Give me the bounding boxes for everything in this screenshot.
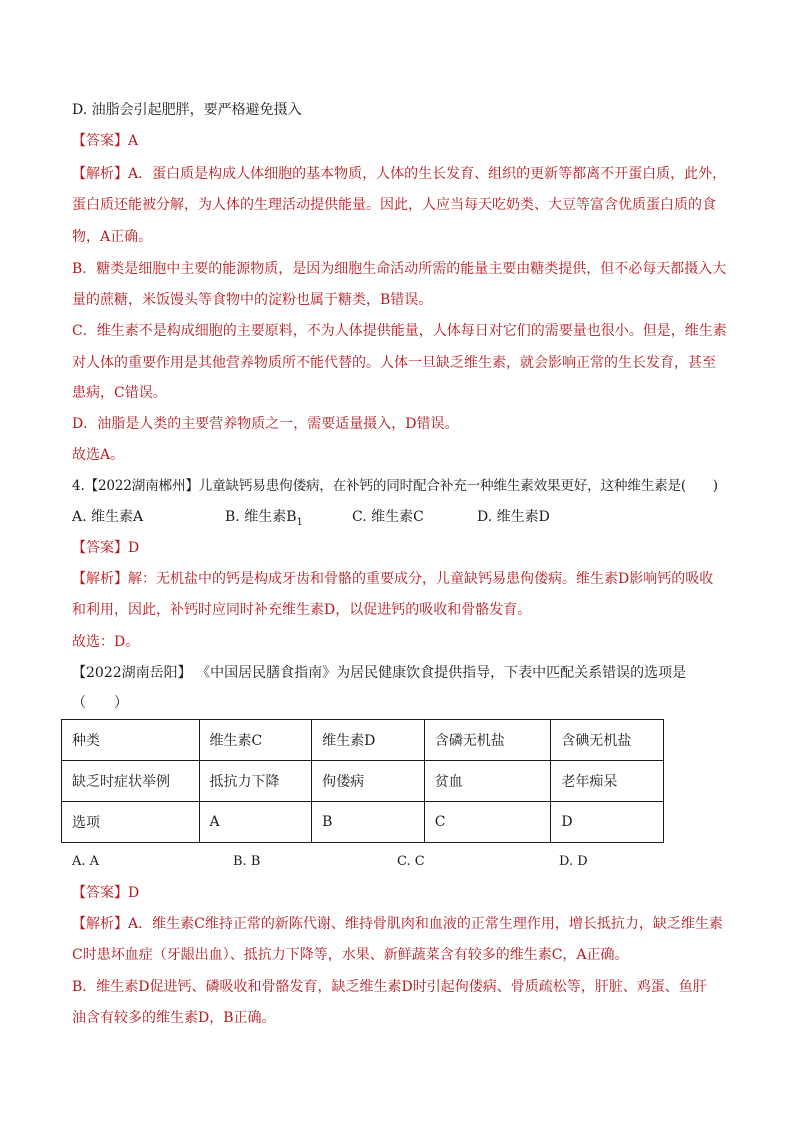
q4-choice-a: A. 维生素A bbox=[72, 509, 144, 525]
analysis-tag: 【解析】 bbox=[72, 916, 128, 932]
table-cell: 缺乏时症状举例 bbox=[62, 761, 200, 802]
q5-choice-b: B. B bbox=[233, 854, 261, 869]
table-cell: D bbox=[551, 802, 664, 843]
q5-choice-a: A. A bbox=[72, 854, 100, 869]
q4-choice-b-text: B. 维生素B bbox=[225, 509, 297, 525]
table-cell: 抵抗力下降 bbox=[199, 761, 312, 802]
q4-conclusion: 故选：D。 bbox=[72, 634, 140, 650]
q3-analysis-line-7: 对人体的重要作用是其他营养物质所不能代替的。人体一旦缺乏维生素，就会影响正常的生长发育，甚至 bbox=[72, 355, 716, 371]
table-cell: 维生素C bbox=[199, 720, 312, 761]
analysis-text: A．维生素C维持正常的新陈代谢、维持骨肌肉和血液的正常生理作用，增长抵抗力，缺乏维生素 bbox=[128, 916, 723, 932]
q5-answer-line bbox=[72, 883, 732, 903]
q3-analysis-line-5: 量的蔗糖，米饭馒头等食物中的淀粉也属于糖类，B错误。 bbox=[72, 292, 433, 308]
q4-choice-c: C. 维生素C bbox=[352, 509, 424, 525]
table-cell: 贫血 bbox=[424, 761, 551, 802]
table-row bbox=[62, 802, 664, 843]
table-row bbox=[62, 720, 664, 761]
q4-choice-d: D. 维生素D bbox=[477, 509, 550, 525]
q3-analysis-line-6: C．维生素不是构成细胞的主要原料，不为人体提供能量，人体每日对它们的需要量也很小。但是，维生素 bbox=[72, 323, 727, 339]
q3-analysis-line-8: 患病，C错误。 bbox=[72, 385, 167, 401]
q5-choice-d: D. D bbox=[559, 854, 588, 869]
q5-analysis-line-3: B．维生素D促进钙、磷吸收和骨骼发育，缺乏维生素D时引起佝偻病、骨质疏松等，肝脏、鸡蛋、鱼肝 bbox=[72, 979, 707, 995]
answer-value: A bbox=[128, 133, 139, 149]
q4-choice-b-subscript: 1 bbox=[296, 516, 303, 528]
q3-analysis-line-9: D．油脂是人类的主要营养物质之一，需要适量摄入，D错误。 bbox=[72, 416, 459, 432]
q4-analysis-line-1 bbox=[72, 569, 732, 589]
table-cell: 维生素D bbox=[312, 720, 425, 761]
answer-tag: 【答案】 bbox=[72, 540, 128, 556]
table-cell: 老年痴呆 bbox=[551, 761, 664, 802]
answer-tag: 【答案】 bbox=[72, 885, 128, 901]
analysis-tag: 【解析】 bbox=[72, 166, 128, 182]
q4-answer-line bbox=[72, 538, 732, 558]
q3-answer-line bbox=[72, 131, 732, 151]
table-cell: A bbox=[199, 802, 312, 843]
q3-conclusion: 故选A。 bbox=[72, 447, 125, 463]
q3-analysis-line-3: 物，A正确。 bbox=[72, 229, 153, 245]
table-cell: 种类 bbox=[62, 720, 200, 761]
analysis-text: A．蛋白质是构成人体细胞的基本物质，人体的生长发育、组织的更新等都离不开蛋白质，此外， bbox=[128, 166, 727, 182]
q3-analysis-line-1 bbox=[72, 164, 732, 184]
q5-choices bbox=[72, 852, 732, 872]
q4-choices bbox=[72, 507, 732, 527]
q4-choice-b bbox=[225, 507, 303, 533]
answer-value: D bbox=[128, 540, 140, 556]
q4-analysis-line-2: 和利用，因此，补钙时应同时补充维生素D，以促进钙的吸收和骨骼发育。 bbox=[72, 602, 532, 618]
table-cell: 含碘无机盐 bbox=[551, 720, 664, 761]
option-d-line: D. 油脂会引起肥胖，要严格避免摄入 bbox=[72, 102, 302, 118]
q5-analysis-line-1 bbox=[72, 914, 732, 934]
table-cell: 含磷无机盐 bbox=[424, 720, 551, 761]
table-cell: C bbox=[424, 802, 551, 843]
table-cell: 佝偻病 bbox=[312, 761, 425, 802]
answer-value: D bbox=[128, 885, 140, 901]
q5-analysis-line-4: 油含有较多的维生素D，B正确。 bbox=[72, 1010, 276, 1026]
answer-tag: 【答案】 bbox=[72, 133, 128, 149]
q5-stem-line-1: 【2022湖南岳阳】 《中国居民膳食指南》为居民健康饮食提供指导，下表中匹配关系错误的选项是 bbox=[72, 665, 687, 681]
table-row bbox=[62, 761, 664, 802]
nutrition-table bbox=[61, 719, 664, 843]
q3-analysis-line-4: B．糖类是细胞中主要的能源物质，是因为细胞生命活动所需的能量主要由糖类提供，但不必每天都摄入大 bbox=[72, 261, 727, 277]
q4-stem: 4.【2022湖南郴州】儿童缺钙易患佝偻病，在补钙的同时配合补充一种维生素效果更好，这种维生素是( ) bbox=[72, 478, 718, 494]
q5-choice-c: C. C bbox=[397, 854, 425, 869]
analysis-text: 解：无机盐中的钙是构成牙齿和骨骼的重要成分，儿童缺钙易患佝偻病。维生素D影响钙的吸收 bbox=[128, 571, 714, 587]
analysis-tag: 【解析】 bbox=[72, 571, 128, 587]
q5-stem-line-2: （ ） bbox=[72, 695, 128, 711]
q5-analysis-line-2: C时患坏血症（牙龈出血）、抵抗力下降等，水果、新鲜蔬菜含有较多的维生素C，A正确。 bbox=[72, 947, 629, 963]
q3-analysis-line-2: 蛋白质还能被分解，为人体的生理活动提供能量。因此，人应当每天吃奶类、大豆等富含优质蛋白质的食 bbox=[72, 197, 716, 213]
table-cell: B bbox=[312, 802, 425, 843]
table-cell: 选项 bbox=[62, 802, 200, 843]
